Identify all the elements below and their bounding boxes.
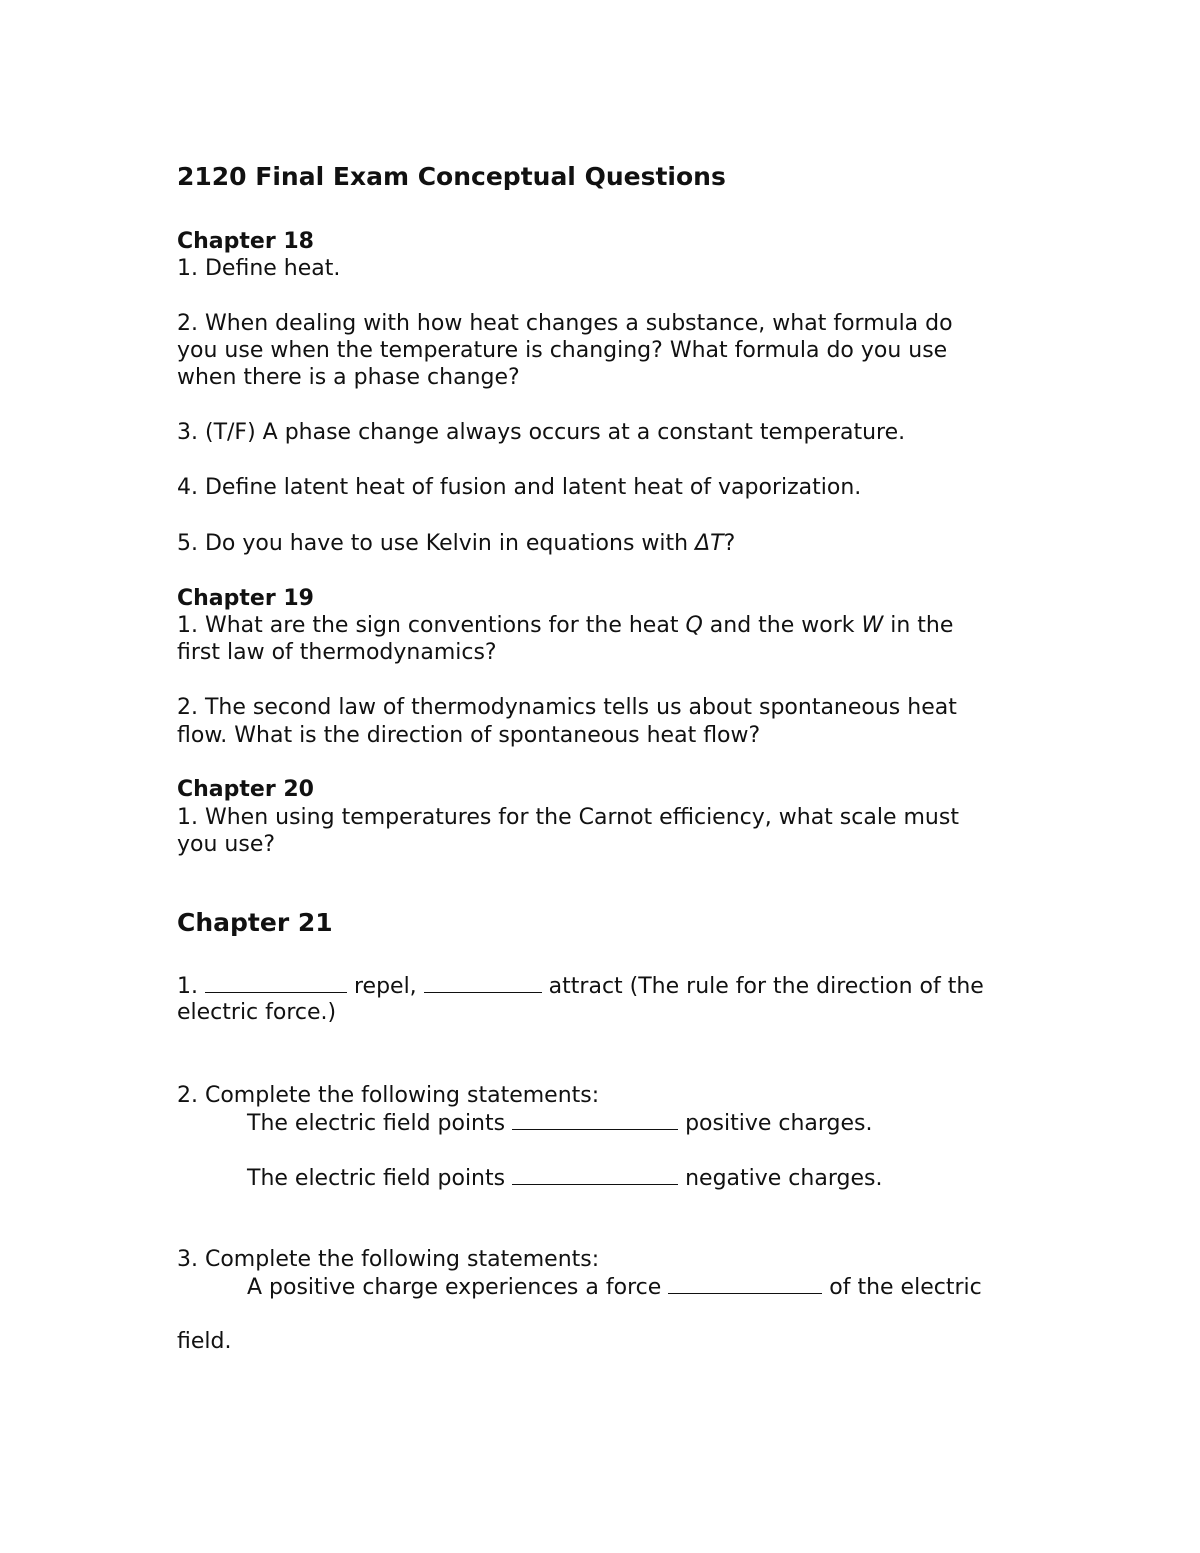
ch21-q1-text-end: attract (The rule for the direction of the: [541, 974, 984, 999]
ch21-q2b-end: negative charges.: [678, 1166, 883, 1191]
ch21-q3-end: of the electric: [822, 1275, 982, 1300]
ch21-question-2-statement-a: [247, 1109, 873, 1138]
ch18-question-2-line-1: 2. When dealing with how heat changes a substance, what formula do: [177, 311, 953, 336]
ch19-question-1-line-1: [177, 612, 953, 640]
ch21-q1-text-mid: repel,: [346, 974, 424, 999]
heat-q-symbol: Q: [685, 613, 703, 638]
ch18-q5-text: 5. Do you have to use Kelvin in equations with: [177, 531, 696, 556]
ch21-q2a-text: The electric field points: [247, 1111, 513, 1136]
blank-line: [512, 1164, 678, 1185]
ch19-q1-text-b: and the work: [702, 613, 862, 638]
ch20-question-1-line-1: 1. When using temperatures for the Carnot efficiency, what scale must: [177, 805, 959, 830]
ch21-question-3-line-2: field.: [177, 1329, 232, 1354]
work-w-symbol: W: [861, 613, 884, 638]
chapter-20-heading: Chapter 20: [177, 777, 314, 802]
ch19-q1-text-c: in the: [883, 613, 954, 638]
ch18-question-1: 1. Define heat.: [177, 256, 341, 281]
ch19-q1-text-a: 1. What are the sign conventions for the heat: [177, 613, 686, 638]
ch18-question-2-line-2: you use when the temperature is changing? What formula do you use: [177, 338, 948, 363]
ch21-question-1-line-1: [177, 972, 984, 1001]
blank-line: [205, 972, 347, 993]
ch21-question-3-intro: 3. Complete the following statements:: [177, 1247, 600, 1272]
document-title: 2120 Final Exam Conceptual Questions: [177, 162, 726, 191]
ch18-q5-end: ?: [723, 531, 736, 556]
ch21-question-1-line-2: electric force.): [177, 1000, 337, 1025]
ch21-question-2-intro: 2. Complete the following statements:: [177, 1083, 600, 1108]
ch21-question-3-statement: [247, 1273, 982, 1302]
blank-line: [668, 1273, 822, 1294]
ch21-question-2-statement-b: [247, 1164, 882, 1193]
chapter-21-heading: Chapter 21: [177, 908, 333, 937]
ch19-question-2-line-2: flow. What is the direction of spontaneous heat flow?: [177, 723, 761, 748]
ch18-question-4: 4. Define latent heat of fusion and latent heat of vaporization.: [177, 475, 862, 500]
ch20-question-1-line-2: you use?: [177, 832, 276, 857]
blank-line: [424, 972, 542, 993]
blank-line: [512, 1109, 678, 1130]
ch21-q3-text: A positive charge experiences a force: [247, 1275, 669, 1300]
chapter-19-heading: Chapter 19: [177, 586, 314, 611]
ch18-question-3: 3. (T/F) A phase change always occurs at a constant temperature.: [177, 420, 906, 445]
ch19-question-2-line-1: 2. The second law of thermodynamics tells us about spontaneous heat: [177, 695, 957, 720]
ch21-q2b-text: The electric field points: [247, 1166, 513, 1191]
delta-t-symbol: ΔT: [695, 531, 724, 556]
ch21-q1-number: 1.: [177, 974, 205, 999]
ch19-question-1-line-2: first law of thermodynamics?: [177, 640, 497, 665]
chapter-18-heading: Chapter 18: [177, 229, 314, 254]
ch21-q2a-end: positive charges.: [678, 1111, 873, 1136]
ch18-question-5: [177, 530, 735, 558]
ch18-question-2-line-3: when there is a phase change?: [177, 365, 520, 390]
